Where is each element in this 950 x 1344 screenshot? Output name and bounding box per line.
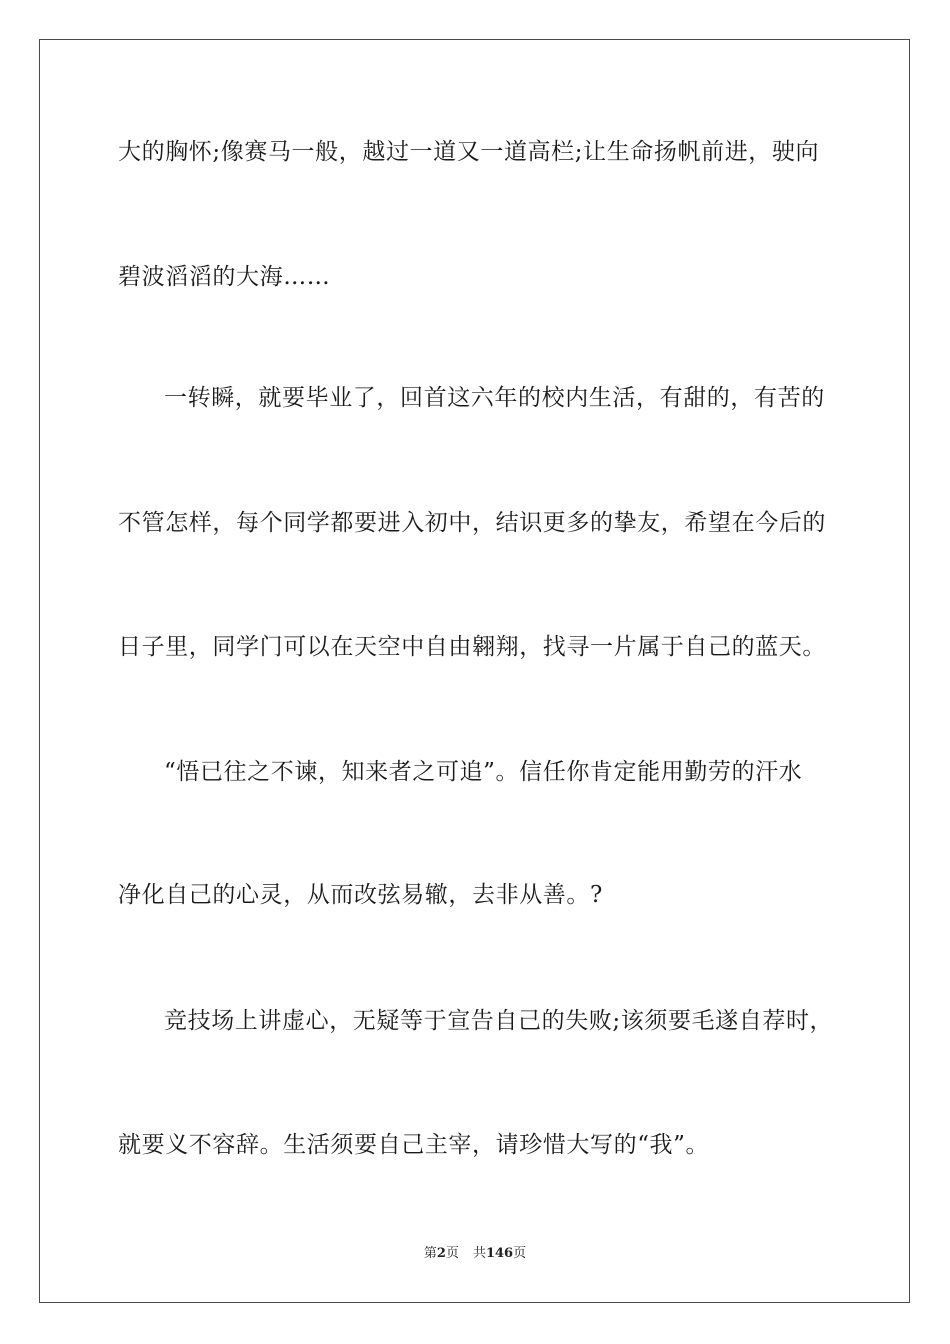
page-suffix: 页 [445, 1246, 459, 1261]
body-line-1: 大的胸怀;像赛马一般，越过一道又一道高栏;让生命扬帆前进，驶向 [118, 139, 820, 165]
body-line-7: 净化自己的心灵，从而改弦易辙，去非从善。? [118, 882, 603, 908]
page-number: 2 [436, 1246, 446, 1261]
body-line-2: 碧波滔滔的大海…… [118, 264, 331, 290]
page-prefix: 第 [423, 1246, 437, 1261]
body-line-6: “悟已往之不谏，知来者之可追”。信任你肯定能用勤劳的汗水 [164, 759, 803, 785]
body-line-3: 一转瞬，就要毕业了，回首这六年的校内生活，有甜的，有苦的 [164, 385, 825, 411]
body-line-8: 竞技场上讲虚心，无疑等于宣告自己的失败;该须要毛遂自荐时， [164, 1008, 834, 1034]
total-suffix: 页 [513, 1246, 527, 1261]
body-line-9: 就要义不容辞。生活须要自己主宰，请珍惜大写的“我”。 [118, 1132, 710, 1158]
body-line-5: 日子里，同学门可以在天空中自由翱翔，找寻一片属于自己的蓝天。 [118, 634, 826, 660]
body-line-4: 不管怎样，每个同学都要进入初中，结识更多的挚友，希望在今后的 [118, 510, 826, 536]
page-border [39, 39, 910, 1303]
total-prefix: 共 [472, 1246, 486, 1261]
page-footer [0, 1245, 950, 1263]
total-pages: 146 [485, 1246, 514, 1261]
